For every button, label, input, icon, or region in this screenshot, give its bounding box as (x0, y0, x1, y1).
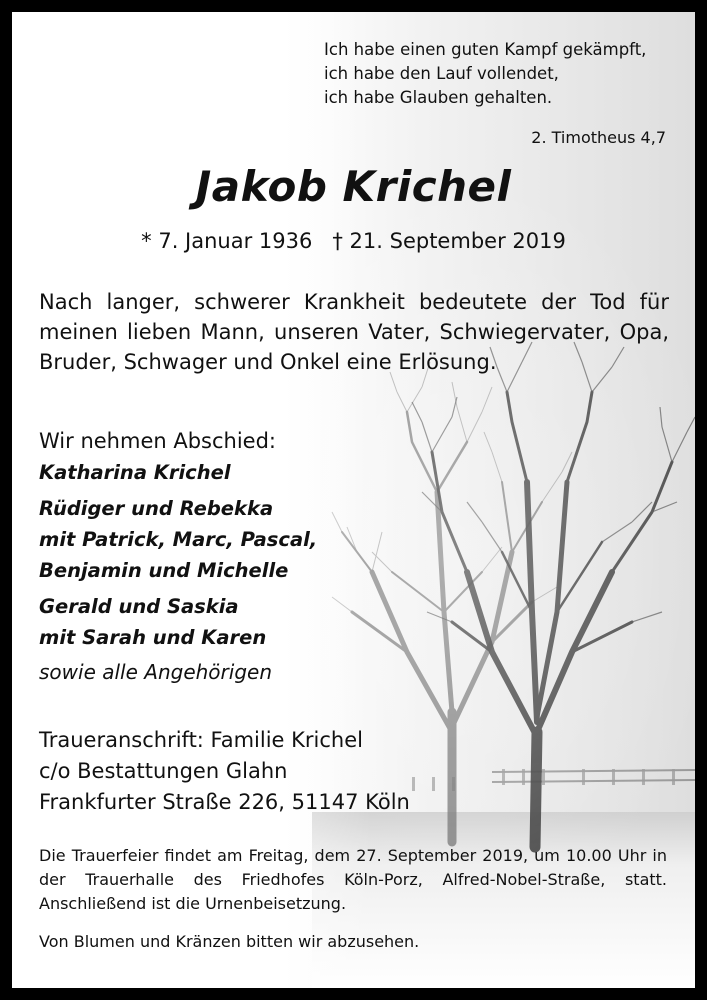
deceased-name: Jakob Krichel (195, 162, 512, 211)
birth-date: * 7. Januar 1936 (141, 229, 313, 253)
verse-line: Ich habe einen guten Kampf gekämpft, (324, 40, 647, 59)
mourner-line: Gerald und Saskia (39, 595, 239, 618)
mourning-address (39, 725, 410, 818)
relatives-line: sowie alle Angehörigen (39, 660, 272, 684)
intro-text: Nach langer, schwerer Krankheit bedeutete der Tod für meinen lieben Mann, unseren Vater, Schwiegervater, Opa, Bruder, Schwager und Onkel eine Erlösung. (39, 290, 669, 374)
mourners-list (39, 457, 317, 653)
mourner-line: mit Sarah und Karen (39, 626, 267, 649)
death-date: † 21. September 2019 (332, 229, 566, 253)
verse-line: ich habe den Lauf vollendet, (324, 64, 559, 83)
farewell-heading: Wir nehmen Abschied: (39, 429, 276, 453)
bible-verse (324, 38, 646, 110)
mourner-line: Rüdiger und Rebekka (39, 497, 274, 520)
mourner-line: Katharina Krichel (39, 461, 231, 484)
mourner-line: mit Patrick, Marc, Pascal, (39, 528, 318, 551)
address-line: c/o Bestattungen Glahn (39, 759, 288, 783)
ceremony-text: Die Trauerfeier findet am Freitag, dem 27. September 2019, um 10.00 Uhr in der Trauerhalle des Friedhofes Köln-Porz, Alfred-Nobel-Straße, statt. Anschließend ist die Urnenbeisetzung. (39, 846, 667, 913)
address-line: Traueranschrift: Familie Krichel (39, 728, 363, 752)
obituary-card (12, 12, 695, 988)
verse-line: ich habe Glauben gehalten. (324, 88, 553, 107)
address-line: Frankfurter Straße 226, 51147 Köln (39, 790, 410, 814)
verse-reference: 2. Timotheus 4,7 (531, 128, 666, 147)
flowers-note: Von Blumen und Kränzen bitten wir abzusehen. (39, 932, 420, 951)
mourner-line: Benjamin und Michelle (39, 559, 289, 582)
life-dates (12, 229, 695, 253)
